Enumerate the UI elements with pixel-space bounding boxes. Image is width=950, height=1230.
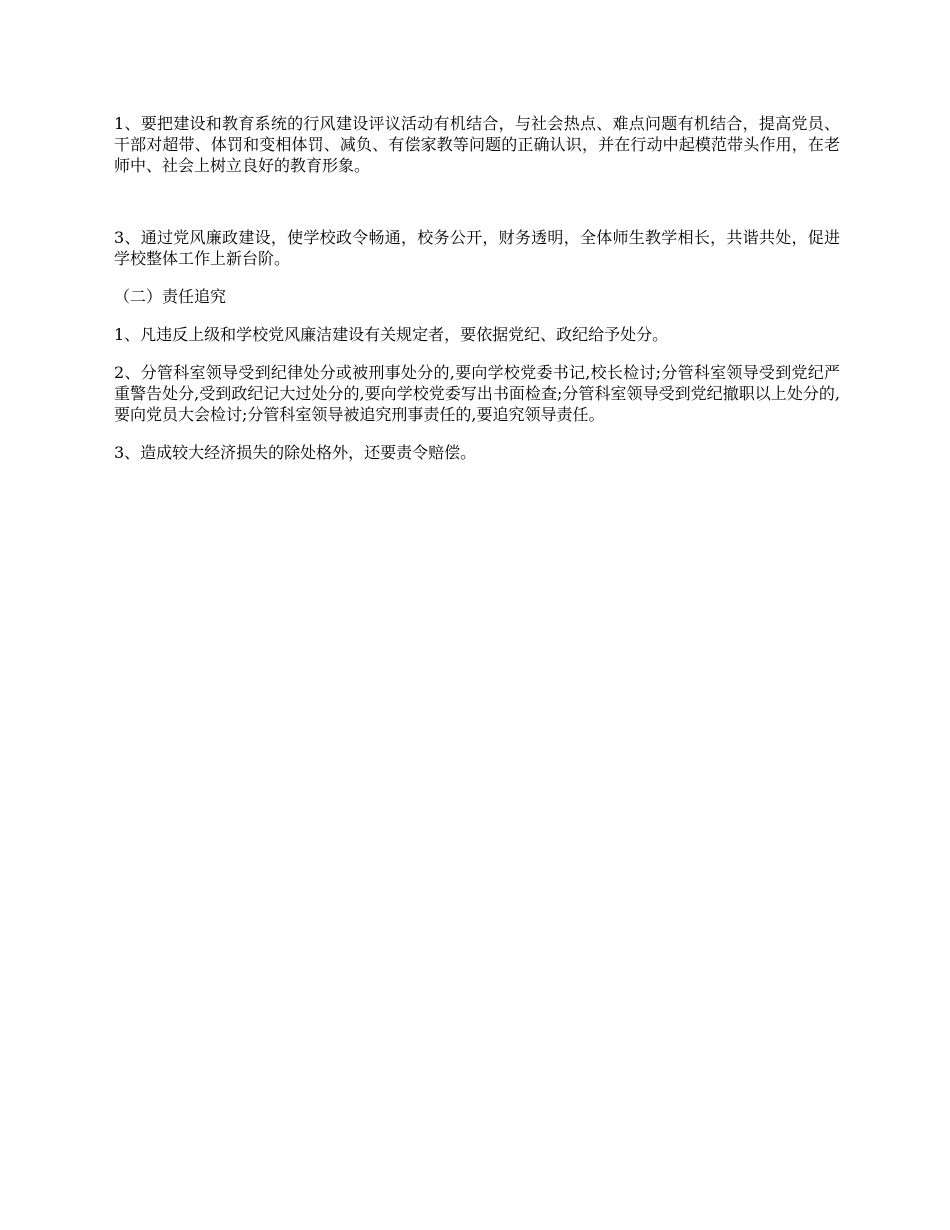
paragraph-accountability-3: 3、造成较大经济损失的除处格外，还要责令赔偿。 (114, 443, 477, 462)
document-body (114, 113, 840, 480)
section-heading-accountability: （二）责任追究 (114, 287, 227, 306)
paragraph-accountability-1: 1、凡违反上级和学校党风廉洁建设有关规定者，要依据党纪、政纪给予处分。 (114, 325, 669, 344)
paragraph-responsibility-1: 1、要把建设和教育系统的行风建设评议活动有机结合，与社会热点、难点问题有机结合，提高党员、干部对超带、体罚和变相体罚、减负、有偿家教等问题的正确认识，并在行动中起模范带头作用，在老师中、社会上树立良好的教育形象。 (114, 114, 840, 175)
paragraph-responsibility-3: 3、通过党风廉政建设，使学校政令畅通，校务公开，财务透明，全体师生教学相长，共谐共处，促进学校整体工作上新台阶。 (114, 228, 840, 268)
paragraph-accountability-2: 2、分管科室领导受到纪律处分或被刑事处分的,要向学校党委书记,校长检讨;分管科室领导受到党纪严重警告处分,受到政纪记大过处分的,要向学校党委写出书面检查;分管科室领导受到党纪撤职以上处分的,要向党员大会检讨;分管科室领导被追究刑事责任的,要追究领导责任。 (114, 363, 840, 424)
